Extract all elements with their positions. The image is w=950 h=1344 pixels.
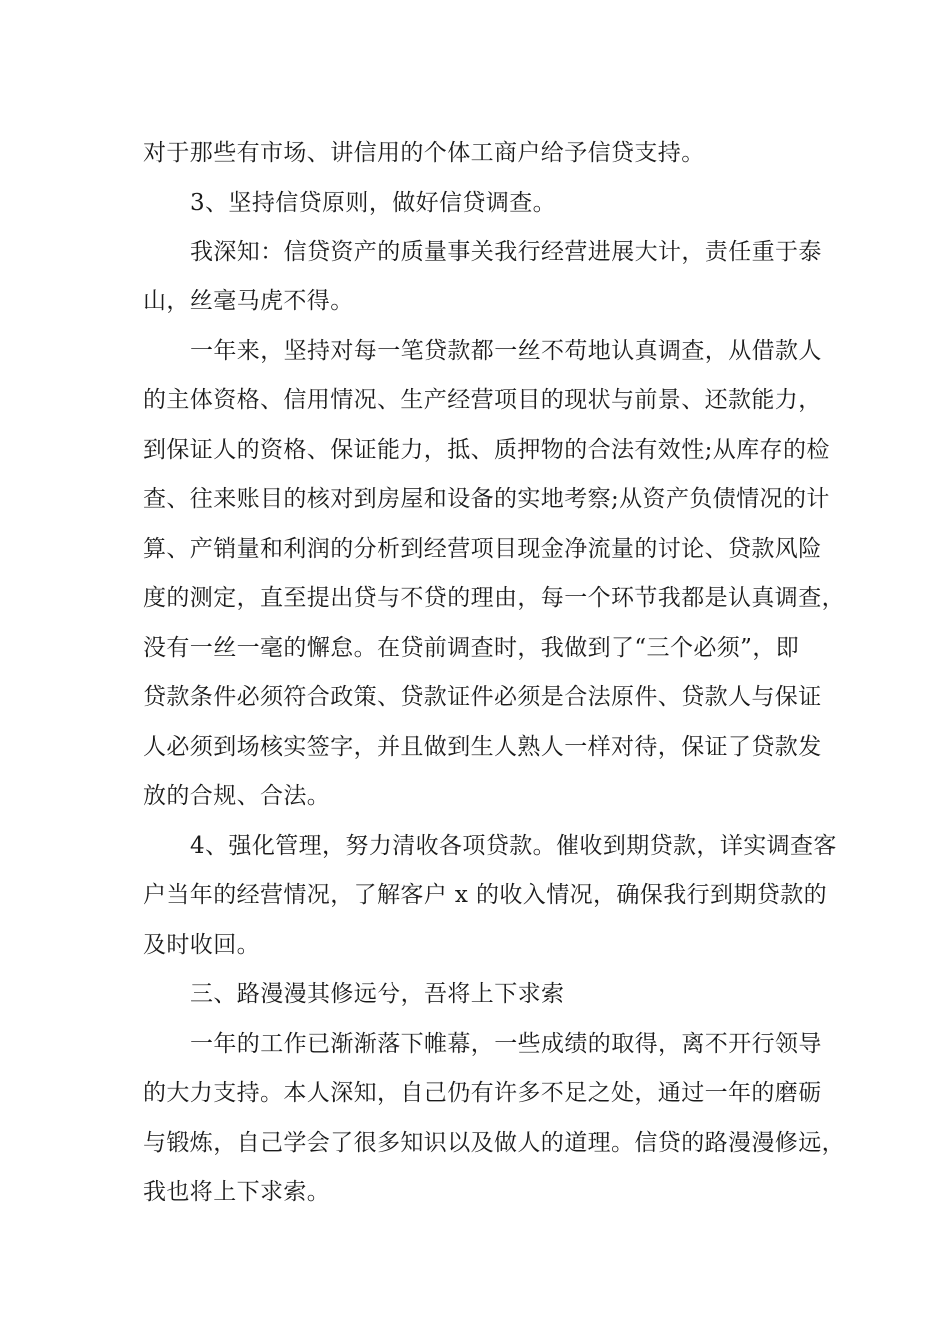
text-line: 的主体资格、信用情况、生产经营项目的现状与前景、还款能力， (143, 387, 822, 413)
text-line: 到保证人的资格、保证能力，抵、质押物的合法有效性;从库存的检 (143, 437, 830, 463)
text-line: 我也将上下求索。 (143, 1179, 331, 1205)
text-line: 一年的工作已渐渐落下帷幕，一些成绩的取得，离不开行领导 (190, 1031, 822, 1057)
text-line: 对于那些有市场、讲信用的个体工商户给予信贷支持。 (143, 140, 705, 166)
section-heading: 三、路漫漫其修远兮，吾将上下求索 (190, 981, 565, 1007)
text-line: 及时收回。 (143, 932, 260, 958)
text-line: 的大力支持。本人深知，自己仍有许多不足之处，通过一年的磨砺 (143, 1080, 822, 1106)
text-line: 贷款条件必须符合政策、贷款证件必须是合法原件、贷款人与保证 (143, 684, 822, 710)
text-line: 算、产销量和利润的分析到经营项目现金净流量的讨论、贷款风险 (143, 536, 822, 562)
text-line: 4、强化管理，努力清收各项贷款。催收到期贷款，详实调查客 (190, 833, 837, 859)
text-line: 山，丝毫马虎不得。 (143, 288, 354, 314)
text-line: 户当年的经营情况，了解客户 x 的收入情况，确保我行到期贷款的 (143, 882, 827, 908)
text-line: 度的测定，直至提出贷与不贷的理由，每一个环节我都是认真调查， (143, 585, 845, 611)
text-line: 我深知：信贷资产的质量事关我行经营进展大计，责任重于泰 (190, 239, 822, 265)
text-line: 查、往来账目的核对到房屋和设备的实地考察;从资产负债情况的计 (143, 486, 830, 512)
text-line: 一年来，坚持对每一笔贷款都一丝不苟地认真调查，从借款人 (190, 338, 822, 364)
text-line: 人必须到场核实签字，并且做到生人熟人一样对待，保证了贷款发 (143, 734, 822, 760)
text-line: 与锻炼，自己学会了很多知识以及做人的道理。信贷的路漫漫修远， (143, 1130, 845, 1156)
text-line: 放的合规、合法。 (143, 783, 331, 809)
text-line: 没有一丝一毫的懈怠。在贷前调查时，我做到了“三个必须”，即 (143, 635, 800, 661)
section-heading: 3、坚持信贷原则，做好信贷调查。 (190, 190, 557, 216)
